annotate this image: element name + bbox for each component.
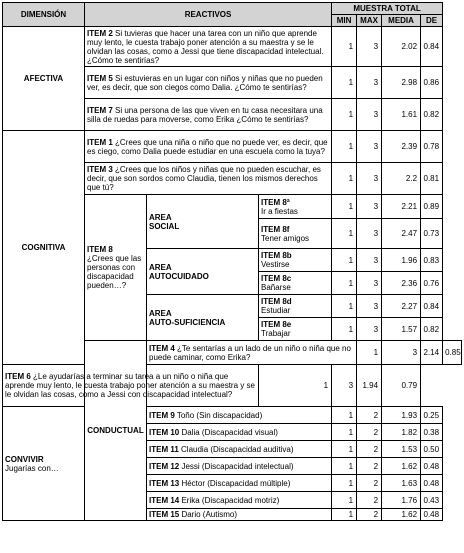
value-max: 3 — [357, 318, 382, 341]
value-max: 3 — [357, 195, 382, 219]
item-label: ITEM 3 — [87, 165, 113, 174]
value-min: 1 — [332, 441, 357, 458]
value-max: 3 — [357, 163, 382, 195]
value-max: 3 — [382, 341, 421, 365]
sub-item-label: Toño (Sin discapacidad) — [174, 410, 263, 420]
sub-item-code: ITEM 11 — [149, 444, 179, 454]
value-max: 2 — [357, 407, 382, 424]
item-text: ¿Le ayudarías a terminar su tarea a un niño o niña que aprende muy lento, le cuesta trabajo poner atención a su maestra y se le olvidan las cosas, como a Jessi con discapacidad intelectual? — [5, 372, 255, 399]
item-text: Si estuvieras en un lugar con niños y niñas que no pueden ver, es decir, que son ciegos como Dalia. ¿Cómo te sentirías? — [87, 73, 323, 92]
item-cell — [3, 365, 259, 407]
value-min: 1 — [332, 27, 357, 67]
value-media: 1.96 — [382, 249, 421, 272]
value-media: 2.36 — [382, 272, 421, 295]
value-min: 1 — [332, 318, 357, 341]
item8-cell — [85, 195, 147, 341]
item-text: ¿Crees que una niña o niño que no puede ver, es decir, que es ciego, como Dalia puede estudiar en una escuela como la tuya? — [87, 137, 328, 156]
value-de: 0.48 — [421, 475, 443, 492]
sub-item-code: ITEM 8f — [261, 224, 290, 234]
dimension-cognitiva: COGNITIVA — [3, 131, 85, 365]
value-media: 1.62 — [382, 458, 421, 475]
value-de: 0.83 — [421, 249, 443, 272]
value-min: 1 — [332, 67, 357, 99]
value-max: 2 — [357, 424, 382, 441]
value-min: 1 — [332, 295, 357, 318]
area-autocuidado — [147, 249, 259, 295]
value-min: 1 — [332, 219, 357, 249]
item-text: Si tuvieras que hacer una tarea con un niño que aprende muy lento, le cuesta trabajo poner atención a su maestra y se le olvidan las cosas, como a Jessi que tiene discapacidad intelectual. ¿Cómo te sentirías? — [87, 28, 324, 65]
value-max: 3 — [357, 272, 382, 295]
header-min: MIN — [332, 15, 357, 27]
convivir-title: CONVIVIR — [5, 454, 44, 464]
value-min: 1 — [332, 163, 357, 195]
header-media: MEDIA — [382, 15, 421, 27]
value-media: 1.62 — [382, 509, 421, 521]
value-media: 1.93 — [382, 407, 421, 424]
sub-item-code: ITEM 8c — [261, 274, 292, 283]
table-row — [3, 365, 462, 407]
value-media: 2.39 — [382, 131, 421, 163]
item-cell — [147, 341, 357, 365]
value-min: 1 — [259, 365, 332, 407]
value-de: 0.38 — [421, 424, 443, 441]
value-max: 3 — [357, 67, 382, 99]
convivir-cell — [3, 407, 85, 521]
area-label: AREA — [149, 212, 172, 222]
sub-item-label: Claudia (Discapacidad auditiva) — [178, 444, 294, 454]
results-table — [2, 2, 462, 521]
value-min: 1 — [332, 99, 357, 131]
convivir-text: Jugarías con… — [5, 463, 59, 473]
value-media: 1.53 — [382, 441, 421, 458]
item-cell — [85, 99, 332, 131]
sub-item-cell — [259, 249, 332, 272]
value-min: 1 — [332, 407, 357, 424]
dimension-afectiva: AFECTIVA — [3, 27, 85, 131]
value-min: 1 — [332, 509, 357, 521]
value-de: 0.85 — [443, 341, 462, 365]
value-de: 0.82 — [421, 318, 443, 341]
header-max: MAX — [357, 15, 382, 27]
value-max: 3 — [357, 131, 382, 163]
sub-item-cell — [147, 492, 332, 509]
value-max: 3 — [357, 295, 382, 318]
sub-item-label: Héctor (Discapacidad múltiple) — [179, 478, 291, 488]
sub-item-cell — [259, 272, 332, 295]
value-media: 1.61 — [382, 99, 421, 131]
value-media: 1.94 — [357, 365, 382, 407]
value-media: 2.14 — [421, 341, 443, 365]
value-de: 0.43 — [421, 492, 443, 509]
value-min: 1 — [332, 458, 357, 475]
sub-item-label: Ir a fiestas — [261, 206, 298, 216]
header-muestra-total: MUESTRA TOTAL — [332, 3, 443, 15]
value-media: 1.82 — [382, 424, 421, 441]
sub-item-cell — [147, 509, 332, 521]
item-text: ¿Crees que las personas con discapacidad pueden…? — [87, 254, 142, 290]
value-max: 3 — [357, 99, 382, 131]
sub-item-label: Estudiar — [261, 306, 291, 315]
value-media: 1.76 — [382, 492, 421, 509]
sub-item-label: Vestirse — [261, 260, 290, 269]
sub-item-code: ITEM 12 — [149, 461, 180, 471]
sub-item-label: Trabajar — [261, 329, 291, 338]
value-media: 2.21 — [382, 195, 421, 219]
value-media: 2.02 — [382, 27, 421, 67]
item-text: Si una persona de las que viven en tu casa necesitara una silla de ruedas para moverse, como Erika ¿Cómo te sentirías? — [87, 105, 323, 124]
area-label: AREA — [149, 262, 172, 272]
item-cell — [85, 27, 332, 67]
value-min: 1 — [332, 131, 357, 163]
value-de: 0.79 — [382, 365, 421, 407]
value-media: 1.63 — [382, 475, 421, 492]
sub-item-cell — [147, 424, 332, 441]
area-label: AREA — [149, 308, 172, 318]
sub-item-cell — [259, 219, 332, 249]
item-label: ITEM 8 — [87, 245, 113, 254]
sub-item-cell — [259, 318, 332, 341]
item-label: ITEM 2 — [87, 28, 113, 38]
value-min: 1 — [357, 341, 382, 365]
value-de: 0.84 — [421, 295, 443, 318]
sub-item-code: ITEM 10 — [149, 427, 180, 437]
item-cell — [85, 67, 332, 99]
sub-item-code: ITEM 8e — [261, 320, 292, 329]
item-label: ITEM 5 — [87, 73, 113, 83]
sub-item-code: ITEM 9 — [149, 410, 175, 420]
value-media: 2.27 — [382, 295, 421, 318]
sub-item-code: ITEM 8b — [261, 251, 292, 260]
value-min: 1 — [332, 475, 357, 492]
sub-item-label: Erika (Discapacidad motriz) — [179, 495, 280, 505]
area-name: AUTO-SUFICIENCIA — [149, 317, 226, 327]
table-row — [3, 131, 462, 163]
item-label: ITEM 1 — [87, 137, 113, 147]
value-min: 1 — [332, 195, 357, 219]
value-de: 0.50 — [421, 441, 443, 458]
value-max: 3 — [357, 249, 382, 272]
value-min: 1 — [332, 492, 357, 509]
value-max: 3 — [357, 219, 382, 249]
sub-item-cell — [147, 458, 332, 475]
area-name: SOCIAL — [149, 221, 180, 231]
value-media: 2.98 — [382, 67, 421, 99]
value-de: 0.48 — [421, 458, 443, 475]
value-de: 0.81 — [421, 163, 443, 195]
value-de: 0.84 — [421, 27, 443, 67]
value-max: 2 — [357, 475, 382, 492]
table-row — [3, 27, 462, 67]
sub-item-label: Tener amigos — [261, 233, 310, 243]
item-label: ITEM 4 — [149, 343, 175, 353]
value-max: 2 — [357, 441, 382, 458]
value-de: 0.78 — [421, 131, 443, 163]
sub-item-cell — [259, 195, 332, 219]
area-social — [147, 195, 259, 249]
value-media: 1.57 — [382, 318, 421, 341]
sub-item-code: ITEM 8d — [261, 297, 292, 306]
value-max: 2 — [357, 458, 382, 475]
sub-item-label: Dario (Autismo) — [179, 510, 238, 519]
value-de: 0.76 — [421, 272, 443, 295]
item-text: ¿Crees que los niños y niñas que no pueden escuchar, es decir, que son sordos como Claudia, tienen los mismos derechos que tú? — [87, 165, 321, 192]
sub-item-cell — [147, 475, 332, 492]
header-reactivos: REACTIVOS — [85, 3, 332, 27]
sub-item-code: ITEM 8ª — [261, 197, 290, 207]
value-de: 0.86 — [421, 67, 443, 99]
value-de: 0.82 — [421, 99, 443, 131]
area-autosuficiencia — [147, 295, 259, 341]
value-min: 1 — [332, 249, 357, 272]
item-label: ITEM 7 — [87, 105, 113, 115]
value-max: 2 — [357, 492, 382, 509]
item-cell — [85, 163, 332, 195]
sub-item-cell — [259, 295, 332, 318]
value-de: 0.73 — [421, 219, 443, 249]
dimension-conductual: CONDUCTUAL — [85, 341, 147, 521]
sub-item-label: Bañarse — [261, 283, 291, 292]
sub-item-code: ITEM 14 — [149, 495, 180, 505]
sub-item-label: Jessi (Discapacidad intelectual) — [179, 461, 294, 471]
value-min: 1 — [332, 424, 357, 441]
item-text: ¿Te sentarías a un lado de un niño o niña que no puede caminar, como Erika? — [149, 343, 351, 362]
sub-item-cell — [147, 407, 332, 424]
table-row — [3, 407, 462, 424]
value-media: 2.47 — [382, 219, 421, 249]
sub-item-label: Dalia (Discapacidad visual) — [179, 427, 278, 437]
header-dimension: DIMENSIÓN — [3, 3, 85, 27]
sub-item-code: ITEM 15 — [149, 510, 180, 519]
item-cell — [85, 131, 332, 163]
value-de: 0.48 — [421, 509, 443, 521]
sub-item-cell — [147, 441, 332, 458]
header-de: DE — [421, 15, 443, 27]
item-label: ITEM 6 — [5, 372, 31, 381]
value-max: 3 — [332, 365, 357, 407]
area-name: AUTOCUIDADO — [149, 271, 209, 281]
value-min: 1 — [332, 272, 357, 295]
value-max: 2 — [357, 509, 382, 521]
value-de: 0.89 — [421, 195, 443, 219]
value-de: 0.25 — [421, 407, 443, 424]
value-media: 2.2 — [382, 163, 421, 195]
sub-item-code: ITEM 13 — [149, 478, 180, 488]
value-max: 3 — [357, 27, 382, 67]
